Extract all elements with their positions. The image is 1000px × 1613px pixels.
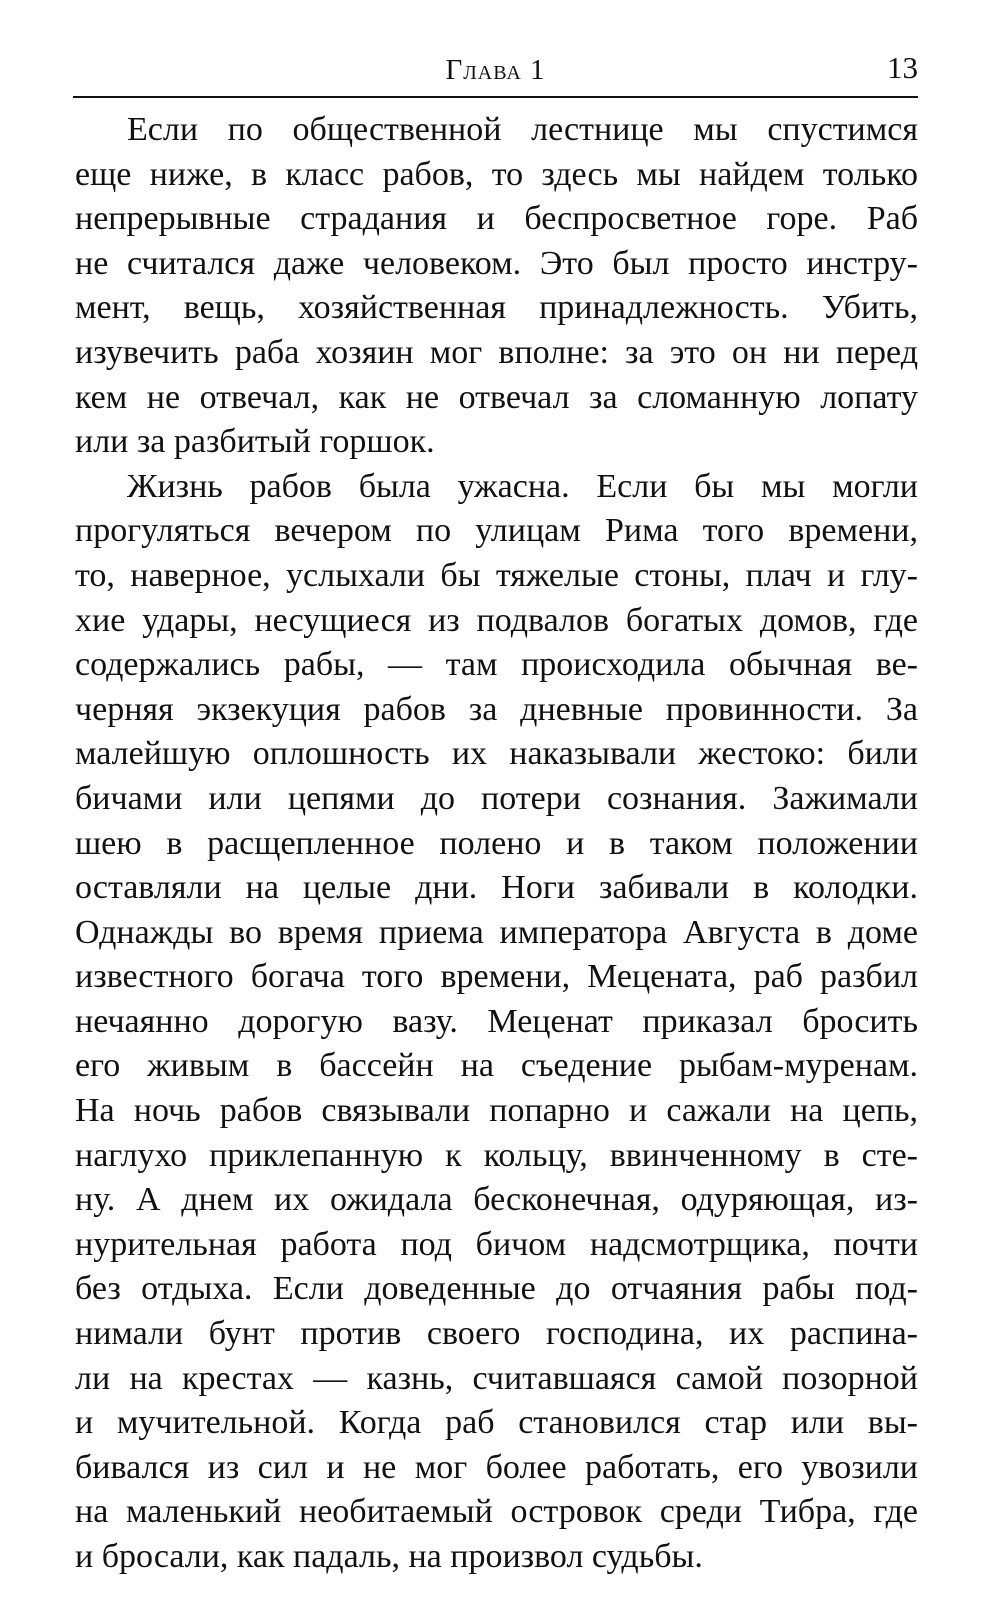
text-line: бивался из сил и не мог более работать, его увозили	[75, 1448, 918, 1486]
text-line: Если по общественной лестнице мы спустимся	[127, 111, 918, 148]
text-line: то, наверное, услыхали бы тяжелые стоны, плач и глу-	[75, 556, 918, 594]
text-line: его живым в бассейн на съедение рыбам-муренам.	[75, 1047, 918, 1085]
text-line: содержались рабы, — там происходила обычная ве-	[75, 646, 918, 684]
text-line: или за разбитый горшок.	[75, 423, 435, 461]
text-line: малейшую оплошность их наказывали жестоко: били	[75, 735, 918, 773]
text-line: без отдыха. Если доведенные до отчаяния рабы под-	[75, 1270, 918, 1308]
text-line: оставляли на целые дни. Ноги забивали в колодки.	[75, 869, 918, 907]
text-line: непрерывные страдания и беспросветное горе. Раб	[75, 200, 918, 238]
text-line: кем не отвечал, как не отвечал за сломанную лопату	[75, 378, 918, 416]
text-line: нечаянно дорогую вазу. Меценат приказал бросить	[75, 1002, 918, 1040]
text-line: нурительная работа под бичом надсмотрщика, почти	[75, 1225, 918, 1263]
text-line: бичами или цепями до потери сознания. Зажимали	[75, 779, 918, 817]
text-line: Жизнь рабов была ужасна. Если бы мы могли	[127, 467, 918, 505]
text-line: известного богача того времени, Мецената, раб разбил	[75, 958, 918, 996]
chapter-title: Глава 1	[445, 54, 546, 86]
text-line: хие удары, несущиеся из подвалов богатых домов, где	[75, 601, 918, 639]
paragraph-1	[75, 108, 918, 465]
paragraph-2	[75, 465, 918, 1580]
text-line: ли на крестах — казнь, считавшаяся самой позорной	[75, 1359, 918, 1397]
text-line: мент, вещь, хозяйственная принадлежность. Убить,	[75, 289, 918, 327]
text-line: шею в расщепленное полено и в таком положении	[75, 824, 918, 862]
running-header	[73, 48, 918, 98]
text-line: Однажды во время приема императора Августа в доме	[75, 913, 918, 951]
text-line: изувечить раба хозяин мог вполне: за это он ни перед	[75, 333, 918, 371]
page-number: 13	[887, 50, 918, 85]
body-text	[75, 108, 918, 1580]
text-line: ну. А днем их ожидала бесконечная, одуряющая, из-	[75, 1181, 918, 1219]
text-line: прогуляться вечером по улицам Рима того времени,	[75, 512, 918, 550]
text-line: и мучительной. Когда раб становился стар или вы-	[75, 1404, 918, 1442]
text-line: На ночь рабов связывали попарно и сажали на цепь,	[75, 1092, 918, 1130]
text-line: еще ниже, в класс рабов, то здесь мы найдем только	[75, 155, 918, 193]
text-line: и бросали, как падаль, на произвол судьбы.	[75, 1538, 703, 1575]
text-line: не считался даже человеком. Это был просто инстру-	[75, 244, 918, 282]
text-line: нимали бунт против своего господина, их распина-	[75, 1315, 918, 1353]
text-line: черняя экзекуция рабов за дневные провинности. За	[75, 690, 918, 728]
text-line: на маленький необитаемый островок среди Тибра, где	[75, 1493, 918, 1531]
text-line: наглухо приклепанную к кольцу, ввинченному в сте-	[75, 1136, 918, 1174]
